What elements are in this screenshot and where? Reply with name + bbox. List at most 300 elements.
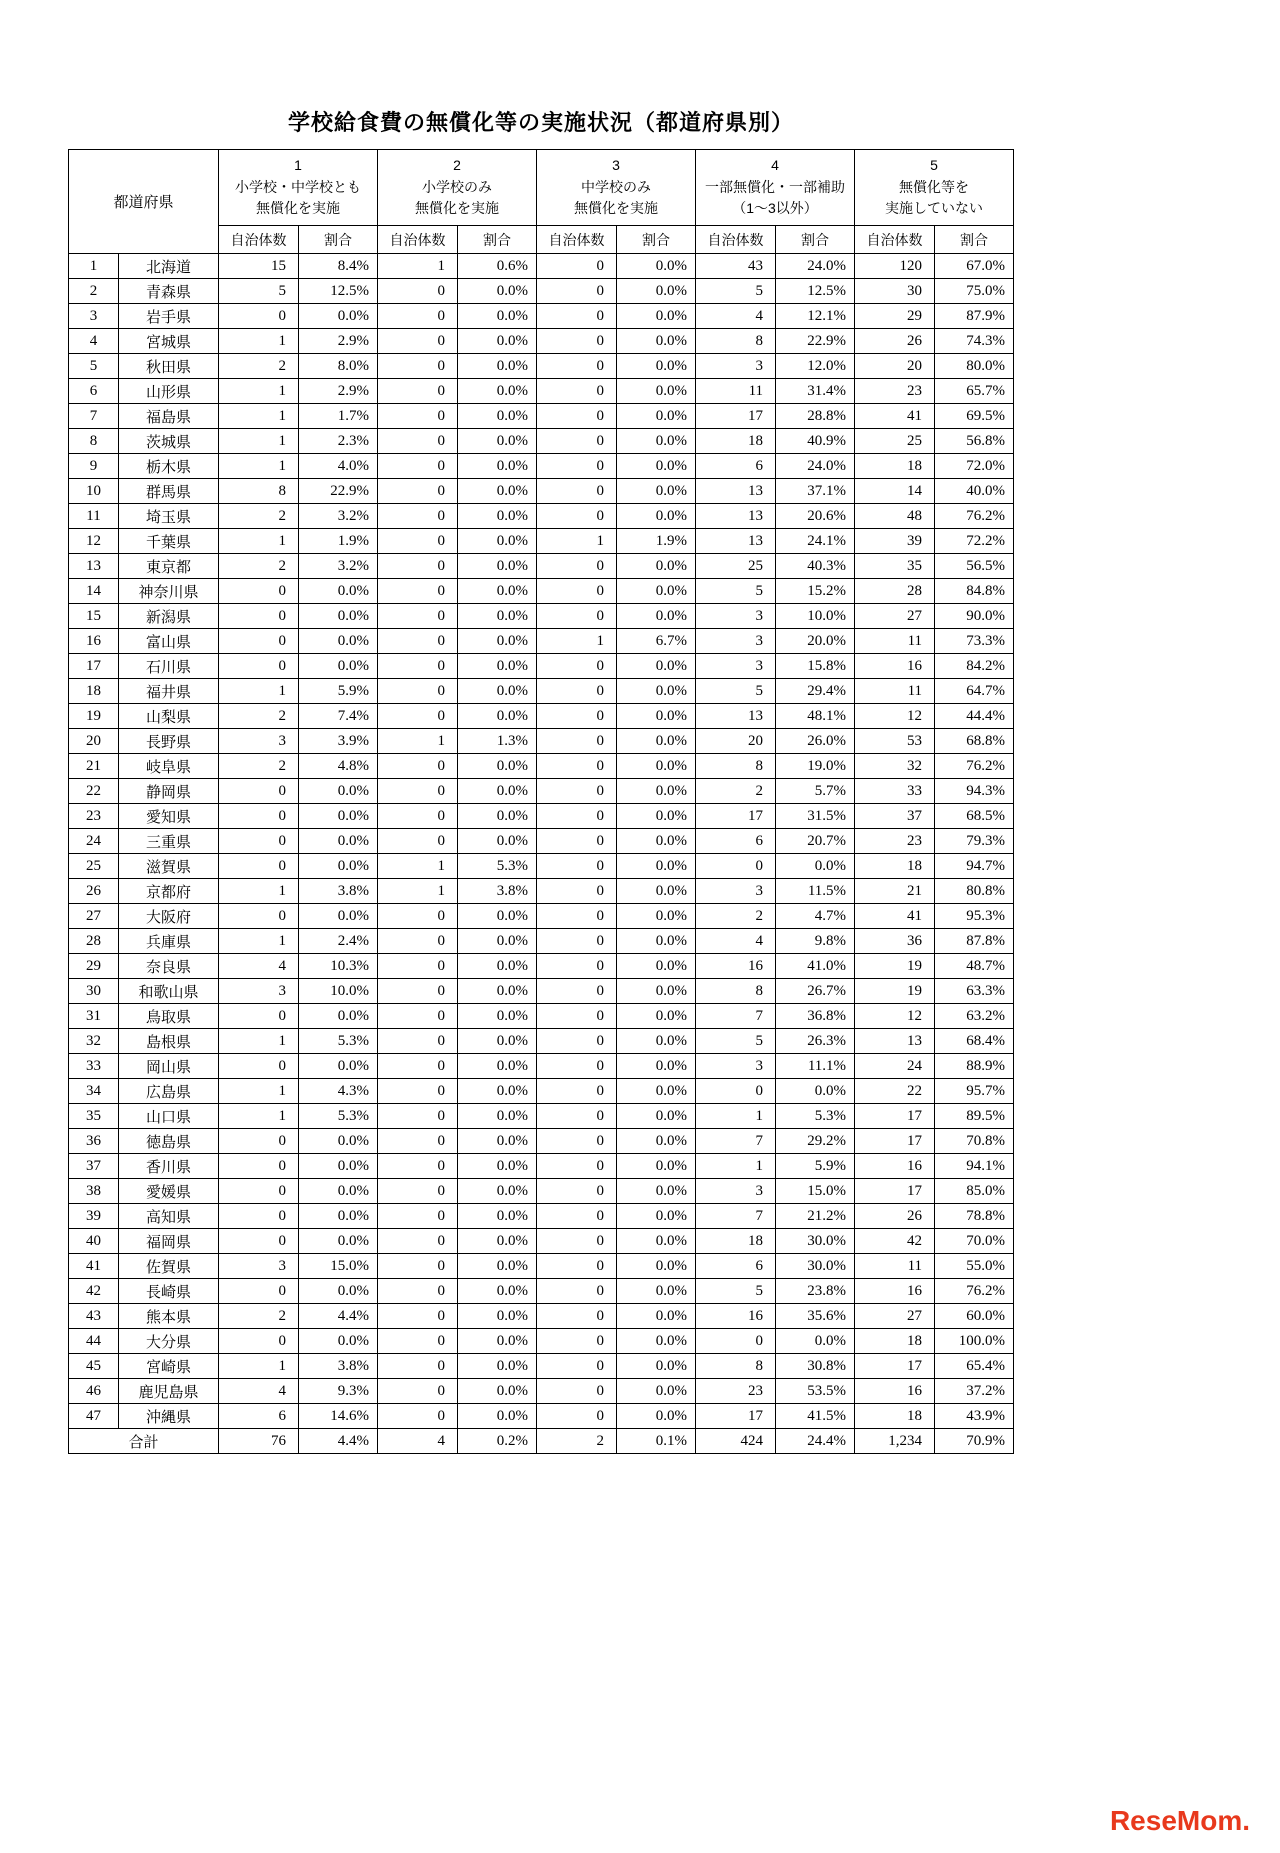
ratio-cell: 88.9%: [935, 1054, 1014, 1079]
ratio-cell: 56.5%: [935, 554, 1014, 579]
ratio-cell: 2.4%: [299, 929, 378, 954]
count-cell: 4: [696, 304, 776, 329]
count-cell: 0: [378, 829, 458, 854]
ratio-cell: 0.0%: [617, 1154, 696, 1179]
count-cell: 0: [378, 1329, 458, 1354]
row-number: 17: [69, 654, 119, 679]
count-cell: 0: [537, 1079, 617, 1104]
ratio-cell: 31.5%: [776, 804, 855, 829]
ratio-cell: 15.8%: [776, 654, 855, 679]
ratio-cell: 0.0%: [458, 979, 537, 1004]
ratio-cell: 89.5%: [935, 1104, 1014, 1129]
group-header-label2: （1～3以外）: [732, 200, 818, 217]
ratio-cell: 74.3%: [935, 329, 1014, 354]
count-cell: 3: [696, 629, 776, 654]
table-row: [69, 379, 1014, 404]
ratio-cell: 3.9%: [299, 729, 378, 754]
ratio-cell: 0.0%: [299, 1204, 378, 1229]
ratio-cell: 3.8%: [299, 1354, 378, 1379]
count-cell: 1: [219, 404, 299, 429]
ratio-cell: 4.0%: [299, 454, 378, 479]
count-cell: 0: [378, 354, 458, 379]
total-count-cell: 2: [537, 1429, 617, 1454]
count-cell: 0: [537, 404, 617, 429]
row-number: 12: [69, 529, 119, 554]
ratio-cell: 0.0%: [458, 279, 537, 304]
count-cell: 7: [696, 1204, 776, 1229]
count-cell: 8: [696, 329, 776, 354]
group-header: [696, 150, 855, 226]
count-cell: 3: [219, 1254, 299, 1279]
ratio-cell: 0.0%: [617, 729, 696, 754]
ratio-cell: 0.0%: [458, 554, 537, 579]
ratio-cell: 87.8%: [935, 929, 1014, 954]
count-cell: 0: [378, 479, 458, 504]
row-number: 10: [69, 479, 119, 504]
prefecture-name: 大分県: [119, 1329, 219, 1354]
table-row: [69, 454, 1014, 479]
count-cell: 0: [537, 929, 617, 954]
count-cell: 2: [219, 754, 299, 779]
ratio-cell: 21.2%: [776, 1204, 855, 1229]
ratio-cell: 15.2%: [776, 579, 855, 604]
count-cell: 20: [696, 729, 776, 754]
count-cell: 0: [219, 1329, 299, 1354]
ratio-cell: 0.0%: [458, 1104, 537, 1129]
count-cell: 18: [696, 429, 776, 454]
count-cell: 0: [378, 1054, 458, 1079]
ratio-cell: 31.4%: [776, 379, 855, 404]
ratio-cell: 44.4%: [935, 704, 1014, 729]
count-cell: 1: [219, 1029, 299, 1054]
count-cell: 0: [537, 1379, 617, 1404]
ratio-cell: 0.0%: [617, 1279, 696, 1304]
ratio-cell: 40.9%: [776, 429, 855, 454]
count-cell: 0: [537, 379, 617, 404]
ratio-cell: 0.0%: [299, 604, 378, 629]
count-cell: 0: [537, 679, 617, 704]
ratio-cell: 9.3%: [299, 1379, 378, 1404]
count-cell: 0: [378, 1079, 458, 1104]
count-cell: 0: [537, 1179, 617, 1204]
count-cell: 3: [696, 1054, 776, 1079]
ratio-cell: 5.3%: [458, 854, 537, 879]
count-cell: 1: [219, 929, 299, 954]
prefecture-name: 岐阜県: [119, 754, 219, 779]
count-cell: 0: [219, 604, 299, 629]
count-cell: 1: [378, 729, 458, 754]
count-cell: 2: [696, 779, 776, 804]
count-cell: 0: [537, 1204, 617, 1229]
count-cell: 0: [378, 629, 458, 654]
total-count-cell: 76: [219, 1429, 299, 1454]
count-cell: 33: [855, 779, 935, 804]
count-cell: 0: [378, 604, 458, 629]
row-number: 42: [69, 1279, 119, 1304]
ratio-cell: 0.0%: [458, 654, 537, 679]
count-cell: 17: [855, 1354, 935, 1379]
count-cell: 27: [855, 604, 935, 629]
total-label: 合計: [69, 1429, 219, 1454]
ratio-cell: 11.1%: [776, 1054, 855, 1079]
count-cell: 0: [378, 1304, 458, 1329]
ratio-cell: 0.0%: [458, 1229, 537, 1254]
count-cell: 0: [378, 504, 458, 529]
ratio-cell: 10.0%: [776, 604, 855, 629]
row-number: 16: [69, 629, 119, 654]
row-number: 15: [69, 604, 119, 629]
table-row: [69, 304, 1014, 329]
count-cell: 0: [537, 854, 617, 879]
count-cell: 4: [219, 954, 299, 979]
ratio-cell: 15.0%: [299, 1254, 378, 1279]
table-body: [69, 254, 1014, 1454]
ratio-cell: 0.0%: [458, 1204, 537, 1229]
ratio-cell: 87.9%: [935, 304, 1014, 329]
count-cell: 0: [378, 1229, 458, 1254]
ratio-cell: 24.0%: [776, 254, 855, 279]
count-cell: 0: [378, 1279, 458, 1304]
row-number: 11: [69, 504, 119, 529]
ratio-cell: 85.0%: [935, 1179, 1014, 1204]
table-row: [69, 979, 1014, 1004]
count-cell: 0: [219, 654, 299, 679]
count-cell: 8: [696, 754, 776, 779]
count-cell: 11: [855, 629, 935, 654]
ratio-cell: 48.7%: [935, 954, 1014, 979]
row-number: 6: [69, 379, 119, 404]
ratio-cell: 73.3%: [935, 629, 1014, 654]
table-row: [69, 1379, 1014, 1404]
count-cell: 0: [378, 654, 458, 679]
table-row: [69, 704, 1014, 729]
ratio-cell: 0.0%: [458, 604, 537, 629]
row-number: 27: [69, 904, 119, 929]
table-row: [69, 329, 1014, 354]
row-number: 13: [69, 554, 119, 579]
count-cell: 17: [696, 404, 776, 429]
count-cell: 0: [537, 954, 617, 979]
ratio-cell: 1.9%: [617, 529, 696, 554]
ratio-cell: 0.0%: [617, 354, 696, 379]
count-cell: 7: [696, 1004, 776, 1029]
total-count-cell: 4: [378, 1429, 458, 1454]
subheader-count: 自治体数: [855, 226, 935, 254]
count-cell: 0: [537, 479, 617, 504]
count-cell: 29: [855, 304, 935, 329]
ratio-cell: 41.5%: [776, 1404, 855, 1429]
ratio-cell: 22.9%: [299, 479, 378, 504]
count-cell: 1: [219, 529, 299, 554]
ratio-cell: 5.3%: [776, 1104, 855, 1129]
ratio-cell: 5.9%: [776, 1154, 855, 1179]
ratio-cell: 60.0%: [935, 1304, 1014, 1329]
count-cell: 1: [219, 679, 299, 704]
ratio-cell: 0.0%: [617, 954, 696, 979]
count-cell: 17: [855, 1104, 935, 1129]
ratio-cell: 40.0%: [935, 479, 1014, 504]
count-cell: 0: [537, 804, 617, 829]
count-cell: 1: [219, 1354, 299, 1379]
ratio-cell: 0.0%: [617, 579, 696, 604]
count-cell: 1: [219, 454, 299, 479]
count-cell: 0: [378, 1129, 458, 1154]
prefecture-name: 山口県: [119, 1104, 219, 1129]
count-cell: 0: [537, 1154, 617, 1179]
ratio-cell: 10.3%: [299, 954, 378, 979]
count-cell: 1: [378, 254, 458, 279]
count-cell: 0: [219, 579, 299, 604]
ratio-cell: 0.0%: [617, 804, 696, 829]
ratio-cell: 0.0%: [458, 754, 537, 779]
ratio-cell: 8.0%: [299, 354, 378, 379]
ratio-cell: 0.0%: [617, 1254, 696, 1279]
count-cell: 21: [855, 879, 935, 904]
ratio-cell: 0.0%: [458, 354, 537, 379]
row-number: 36: [69, 1129, 119, 1154]
count-cell: 0: [378, 754, 458, 779]
ratio-cell: 20.7%: [776, 829, 855, 854]
ratio-cell: 4.8%: [299, 754, 378, 779]
ratio-cell: 11.5%: [776, 879, 855, 904]
count-cell: 11: [855, 1254, 935, 1279]
count-cell: 6: [696, 1254, 776, 1279]
group-header-num: 2: [453, 156, 461, 173]
ratio-cell: 80.0%: [935, 354, 1014, 379]
count-cell: 0: [378, 329, 458, 354]
ratio-cell: 7.4%: [299, 704, 378, 729]
row-number: 39: [69, 1204, 119, 1229]
ratio-cell: 0.0%: [458, 529, 537, 554]
table-row: [69, 529, 1014, 554]
group-header-label1: 一部無償化・一部補助: [705, 178, 846, 195]
ratio-cell: 0.0%: [617, 604, 696, 629]
count-cell: 0: [378, 454, 458, 479]
ratio-cell: 63.3%: [935, 979, 1014, 1004]
count-cell: 0: [378, 429, 458, 454]
table-row: [69, 1179, 1014, 1204]
ratio-cell: 0.0%: [617, 1029, 696, 1054]
ratio-cell: 29.2%: [776, 1129, 855, 1154]
ratio-cell: 0.0%: [617, 504, 696, 529]
ratio-cell: 0.0%: [299, 779, 378, 804]
count-cell: 0: [378, 954, 458, 979]
prefecture-data-table: [68, 149, 1014, 1454]
ratio-cell: 0.0%: [299, 1279, 378, 1304]
count-cell: 13: [855, 1029, 935, 1054]
count-cell: 28: [855, 579, 935, 604]
ratio-cell: 0.0%: [458, 779, 537, 804]
count-cell: 23: [855, 379, 935, 404]
ratio-cell: 0.0%: [458, 1279, 537, 1304]
ratio-cell: 2.9%: [299, 379, 378, 404]
prefecture-name: 栃木県: [119, 454, 219, 479]
group-header-num: 3: [612, 156, 620, 173]
row-number: 4: [69, 329, 119, 354]
count-cell: 0: [219, 1229, 299, 1254]
group-header-num: 4: [771, 156, 779, 173]
ratio-cell: 0.0%: [617, 979, 696, 1004]
table-row: [69, 554, 1014, 579]
ratio-cell: 0.0%: [458, 1379, 537, 1404]
ratio-cell: 64.7%: [935, 679, 1014, 704]
group-header-label2: 無償化を実施: [574, 200, 659, 217]
prefecture-name: 三重県: [119, 829, 219, 854]
count-cell: 0: [378, 279, 458, 304]
table-row: [69, 479, 1014, 504]
group-header: [537, 150, 696, 226]
prefecture-name: 京都府: [119, 879, 219, 904]
ratio-cell: 0.0%: [299, 579, 378, 604]
count-cell: 12: [855, 704, 935, 729]
row-number: 18: [69, 679, 119, 704]
row-number: 2: [69, 279, 119, 304]
count-cell: 8: [219, 479, 299, 504]
count-cell: 0: [378, 804, 458, 829]
prefecture-name: 岩手県: [119, 304, 219, 329]
count-cell: 2: [219, 704, 299, 729]
subheader-ratio: 割合: [299, 226, 378, 254]
ratio-cell: 0.0%: [299, 1329, 378, 1354]
count-cell: 1: [537, 629, 617, 654]
ratio-cell: 6.7%: [617, 629, 696, 654]
prefecture-name: 宮城県: [119, 329, 219, 354]
ratio-cell: 0.0%: [617, 454, 696, 479]
ratio-cell: 0.0%: [458, 629, 537, 654]
ratio-cell: 5.7%: [776, 779, 855, 804]
count-cell: 1: [378, 854, 458, 879]
subheader-count: 自治体数: [219, 226, 299, 254]
ratio-cell: 0.0%: [458, 1079, 537, 1104]
ratio-cell: 0.0%: [617, 1079, 696, 1104]
count-cell: 0: [219, 1154, 299, 1179]
count-cell: 0: [696, 854, 776, 879]
ratio-cell: 30.8%: [776, 1354, 855, 1379]
ratio-cell: 0.0%: [617, 1204, 696, 1229]
count-cell: 0: [537, 579, 617, 604]
count-cell: 16: [855, 1279, 935, 1304]
table-row: [69, 929, 1014, 954]
row-number: 41: [69, 1254, 119, 1279]
prefecture-name: 滋賀県: [119, 854, 219, 879]
count-cell: 0: [537, 1229, 617, 1254]
count-cell: 0: [537, 754, 617, 779]
ratio-cell: 0.0%: [299, 1129, 378, 1154]
group-header: [219, 150, 378, 226]
count-cell: 25: [696, 554, 776, 579]
count-cell: 0: [378, 904, 458, 929]
count-cell: 0: [537, 1054, 617, 1079]
prefecture-name: 新潟県: [119, 604, 219, 629]
group-header-label1: 小学校のみ: [422, 178, 493, 195]
count-cell: 0: [537, 429, 617, 454]
count-cell: 3: [696, 604, 776, 629]
table-row: [69, 1304, 1014, 1329]
count-cell: 12: [855, 1004, 935, 1029]
row-number: 5: [69, 354, 119, 379]
table-row: [69, 1004, 1014, 1029]
prefecture-name: 熊本県: [119, 1304, 219, 1329]
table-row: [69, 904, 1014, 929]
ratio-cell: 0.0%: [458, 829, 537, 854]
count-cell: 0: [378, 1029, 458, 1054]
table-row: [69, 654, 1014, 679]
ratio-cell: 0.0%: [617, 779, 696, 804]
ratio-cell: 1.9%: [299, 529, 378, 554]
ratio-cell: 90.0%: [935, 604, 1014, 629]
count-cell: 48: [855, 504, 935, 529]
ratio-cell: 23.8%: [776, 1279, 855, 1304]
count-cell: 32: [855, 754, 935, 779]
table-row: [69, 254, 1014, 279]
ratio-cell: 0.0%: [617, 679, 696, 704]
table-row: [69, 429, 1014, 454]
total-count-cell: 424: [696, 1429, 776, 1454]
prefecture-name: 広島県: [119, 1079, 219, 1104]
count-cell: 1: [219, 379, 299, 404]
ratio-cell: 48.1%: [776, 704, 855, 729]
count-cell: 0: [378, 1104, 458, 1129]
row-number: 21: [69, 754, 119, 779]
ratio-cell: 0.0%: [617, 704, 696, 729]
count-cell: 0: [537, 979, 617, 1004]
ratio-cell: 65.7%: [935, 379, 1014, 404]
count-cell: 0: [537, 329, 617, 354]
ratio-cell: 28.8%: [776, 404, 855, 429]
count-cell: 11: [696, 379, 776, 404]
count-cell: 2: [696, 904, 776, 929]
count-cell: 1: [219, 1079, 299, 1104]
count-cell: 42: [855, 1229, 935, 1254]
ratio-cell: 0.0%: [458, 329, 537, 354]
ratio-cell: 0.0%: [617, 429, 696, 454]
prefecture-name: 愛媛県: [119, 1179, 219, 1204]
count-cell: 2: [219, 554, 299, 579]
count-cell: 0: [219, 1279, 299, 1304]
count-cell: 18: [855, 1329, 935, 1354]
count-cell: 5: [696, 279, 776, 304]
count-cell: 16: [855, 654, 935, 679]
count-cell: 17: [696, 804, 776, 829]
count-cell: 17: [696, 1404, 776, 1429]
prefecture-name: 沖縄県: [119, 1404, 219, 1429]
row-number: 31: [69, 1004, 119, 1029]
ratio-cell: 0.0%: [458, 1404, 537, 1429]
count-cell: 1: [378, 879, 458, 904]
ratio-cell: 0.0%: [458, 429, 537, 454]
count-cell: 0: [219, 1179, 299, 1204]
count-cell: 0: [537, 279, 617, 304]
ratio-cell: 65.4%: [935, 1354, 1014, 1379]
table-row: [69, 754, 1014, 779]
ratio-cell: 76.2%: [935, 754, 1014, 779]
prefecture-header: 都道府県: [69, 150, 219, 254]
prefecture-name: 鹿児島県: [119, 1379, 219, 1404]
ratio-cell: 0.0%: [617, 1404, 696, 1429]
count-cell: 0: [378, 1254, 458, 1279]
ratio-cell: 75.0%: [935, 279, 1014, 304]
prefecture-name: 香川県: [119, 1154, 219, 1179]
count-cell: 2: [219, 504, 299, 529]
subheader-count: 自治体数: [537, 226, 617, 254]
prefecture-name: 福井県: [119, 679, 219, 704]
ratio-cell: 0.0%: [299, 654, 378, 679]
ratio-cell: 20.0%: [776, 629, 855, 654]
subheader-count: 自治体数: [378, 226, 458, 254]
prefecture-name: 石川県: [119, 654, 219, 679]
ratio-cell: 68.4%: [935, 1029, 1014, 1054]
table-row: [69, 279, 1014, 304]
